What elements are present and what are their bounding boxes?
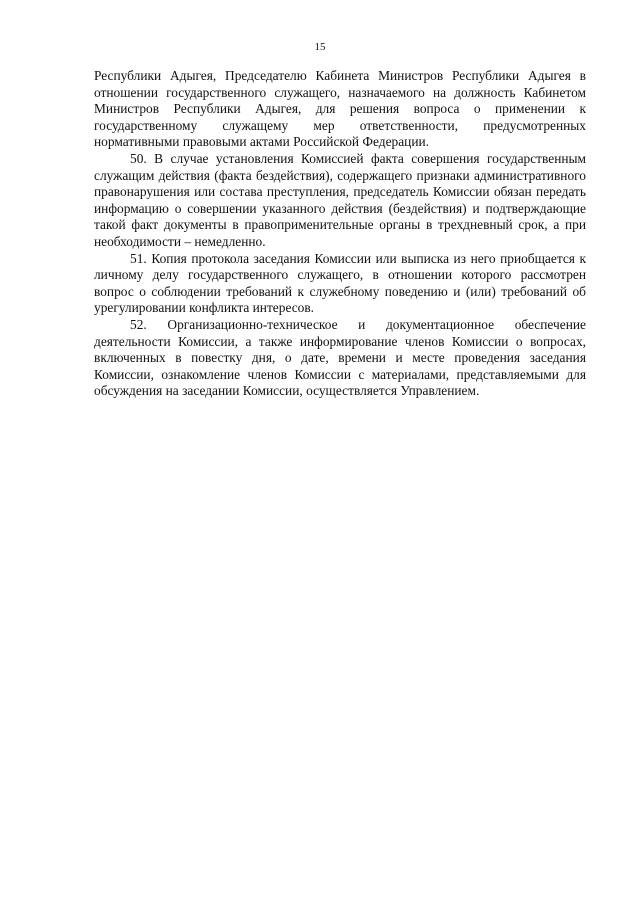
page-number: 15 <box>314 41 326 53</box>
paragraph-number: 52. <box>130 316 147 332</box>
paragraph-50 <box>94 151 586 251</box>
paragraph-text: Организационно-техническое и документационное обеспечение деятельности Комиссии, а также информирование членов Комиссии о вопросах, включенных в повестку дня, о дате, времени и месте проведения заседания Комиссии, ознакомление членов Комиссии с материалами, представляемыми для обсуждения на заседании Комиссии, осуществляется Управлением. <box>94 316 586 399</box>
paragraph-text: Копия протокола заседания Комиссии или выписка из него приобщается к личному делу государственного служащего, в отношении которого рассмотрен вопрос о соблюдении требований к служебному поведению и (или) требований об урегулировании конфликта интересов. <box>94 250 586 316</box>
paragraph-text: В случае установления Комиссией факта совершения государственным служащим действия (факта бездействия), содержащего признаки административного правонарушения или состава преступления, председатель Комиссии обязан передать информацию о совершении указанного действия (бездействия) и подтверждающие такой факт документы в правоприменительные органы в трехдневный срок, а при необходимости – немедленно. <box>94 150 586 249</box>
paragraph-52 <box>94 317 586 400</box>
paragraph-continuation <box>94 68 586 151</box>
paragraph-text: Республики Адыгея, Председателю Кабинета Министров Республики Адыгея в отношении государственного служащего, назначаемого на должность Кабинетом Министров Республики Адыгея, для решения вопроса о применении к государственному служащему мер ответственности, предусмотренных нормативными правовыми актами Российской Федерации. <box>94 68 586 150</box>
paragraph-number: 51. <box>130 250 147 266</box>
paragraph-51 <box>94 251 586 317</box>
paragraph-number: 50. <box>130 150 147 166</box>
document-body <box>94 68 586 400</box>
